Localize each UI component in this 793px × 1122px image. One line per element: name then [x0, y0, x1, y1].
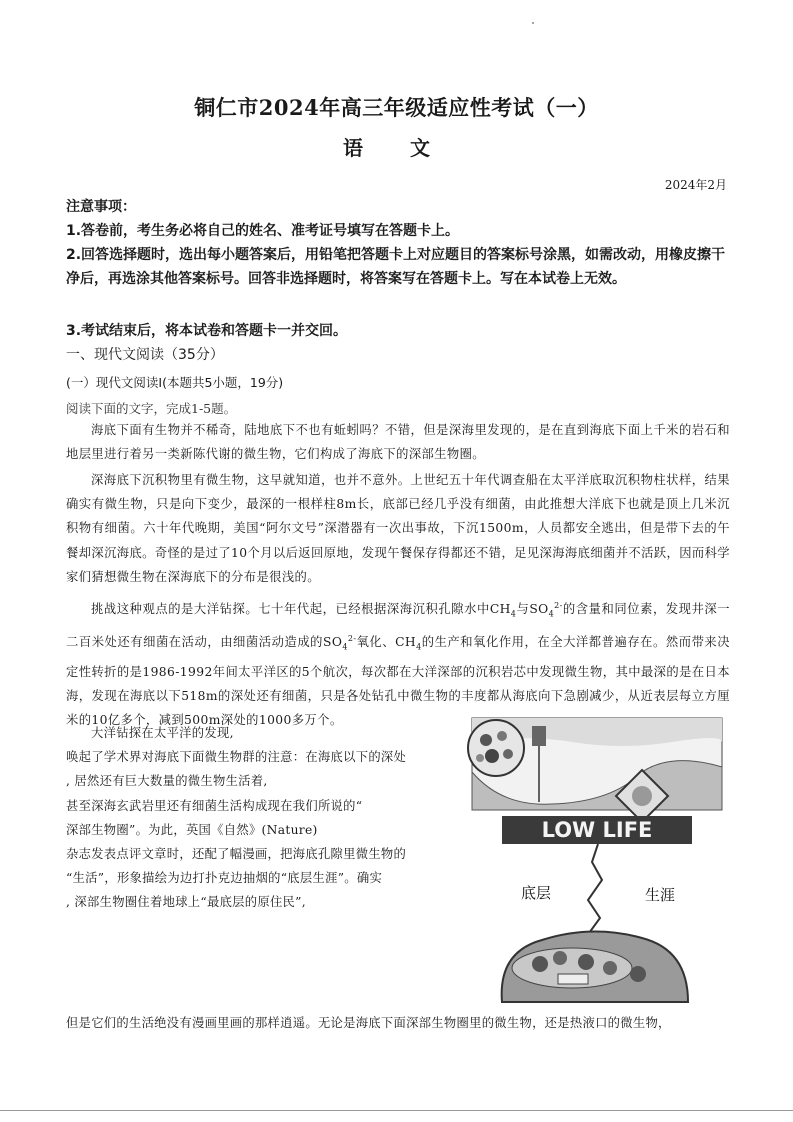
passage-continuation-line: 但是它们的生活绝没有漫画里画的那样逍遥。无论是海底下面深部生物圈里的微生物，还是热液口的微生物， [66, 1016, 671, 1030]
paragraph-line: 甚至深海玄武岩里还有细菌生活构成现在我们所说的“ [66, 798, 363, 813]
reading-instruction: 阅读下面的文字，完成1-5题。 [66, 401, 237, 416]
exam-title: 铜仁市2024年高三年级适应性考试（一） [194, 95, 599, 120]
scan-speck [532, 22, 534, 24]
subsection-title: (一）现代文阅读Ⅰ(本题共5小题，19分) [66, 375, 284, 390]
page-bottom-rule [0, 1110, 793, 1111]
notice-item-3: 3.考试结束后，将本试卷和答题卡一并交回。 [66, 323, 348, 339]
low-life-cartoon [462, 712, 730, 1008]
passage-paragraph-4 [66, 721, 446, 915]
banner-text: LOW LIFE [541, 818, 653, 842]
paragraph-line: 深部生物圈”。为此，英国《自然》(Nature) [66, 822, 318, 837]
paragraph-line: “生活”，形象描绘为边打扑克边抽烟的“底层生涯”。确实 [66, 871, 383, 886]
passage-paragraph-2: 深海底下沉积物里有微生物，这早就知道，也并不意外。上世纪五十年代调查船在太平洋底取沉积物柱状样，结果确实有微生物，只是向下变少，最深的一根样柱8m长，底部已经几乎没有细菌，由此推想大洋底下也就是顶上几米沉积物有细菌。六十年代晚期，美国“阿尔文号”深潜器有一次出事故，下沉1500m，人员都安全逃出，但是带下去的午餐却深沉海底。奇怪的是过了10个月以后返回原地，发现午餐保存得都还不错，足见深海海底细菌并不活跃，因而科学家们猜想微生物在深海底下的分布是很浅的。 [66, 473, 730, 584]
paragraph-line: 杂志发表点评文章时，还配了幅漫画，把海底孔隙里微生物的 [66, 847, 407, 862]
subject-title: 语 文 [343, 136, 450, 160]
notice-item-1: 1.答卷前，考生务必将自己的姓名、准考证号填写在答题卡上。 [66, 223, 460, 239]
paragraph-line: , 深部生物圈住着地球上“最底层的原住民”, [66, 895, 306, 910]
section-title: 一、现代文阅读（35分） [66, 347, 224, 363]
paragraph-line: 大洋钻探在太平洋的发现, [91, 726, 234, 740]
label-left: 底层 [520, 884, 552, 902]
paragraph-line: , 居然还有巨大数量的微生物生活着, [66, 774, 268, 789]
passage-paragraph-1: 海底下面有生物并不稀奇，陆地底下不也有蚯蚓吗？不错，但是深海里发现的，是在直到海底下面上千米的岩石和地层里进行着另一类新陈代谢的微生物，它们构成了海底下的深部生物圈。 [66, 423, 730, 462]
paragraph-line: 唤起了学术界对海底下面微生物群的注意：在海底以下的深处 [66, 750, 407, 765]
notice-heading: 注意事项： [66, 199, 136, 215]
label-right: 生涯 [644, 886, 676, 904]
notice-item-2: 2.回答选择题时，选出每小题答案后，用铅笔把答题卡上对应题目的答案标号涂黑，如需改动，用橡皮擦干净后，再选涂其他答案标号。回答非选择题时，将答案写在答题卡上。写在本试卷上无效。 [66, 247, 726, 287]
exam-date: 2024年2月 [664, 178, 727, 192]
passage-paragraph-3: 挑战这种观点的是大洋钻探。七十年代起，已经根据深海沉积孔隙水中$CH_4$与$SO_4^{2-}$的含量和同位素，发现井深一二百米处还有细菌在活动，由细菌活动造成的$SO_4^{2-}$氧化、$CH_4$的生产和氧化作用，在全大洋都普遍存在。然而带来决定性转折的是1986-1992年间太平洋区的5个航次，每次都在大洋深部的沉积岩芯中发现微生物，其中最深的是在日本海，发现在海底以下518m的深处还有细菌，只是各处钻孔中微生物的丰度都从海底向下急剧减少，从近表层每立方厘米的10亿多个，减到500m深处的1000多万个。 [66, 601, 730, 727]
